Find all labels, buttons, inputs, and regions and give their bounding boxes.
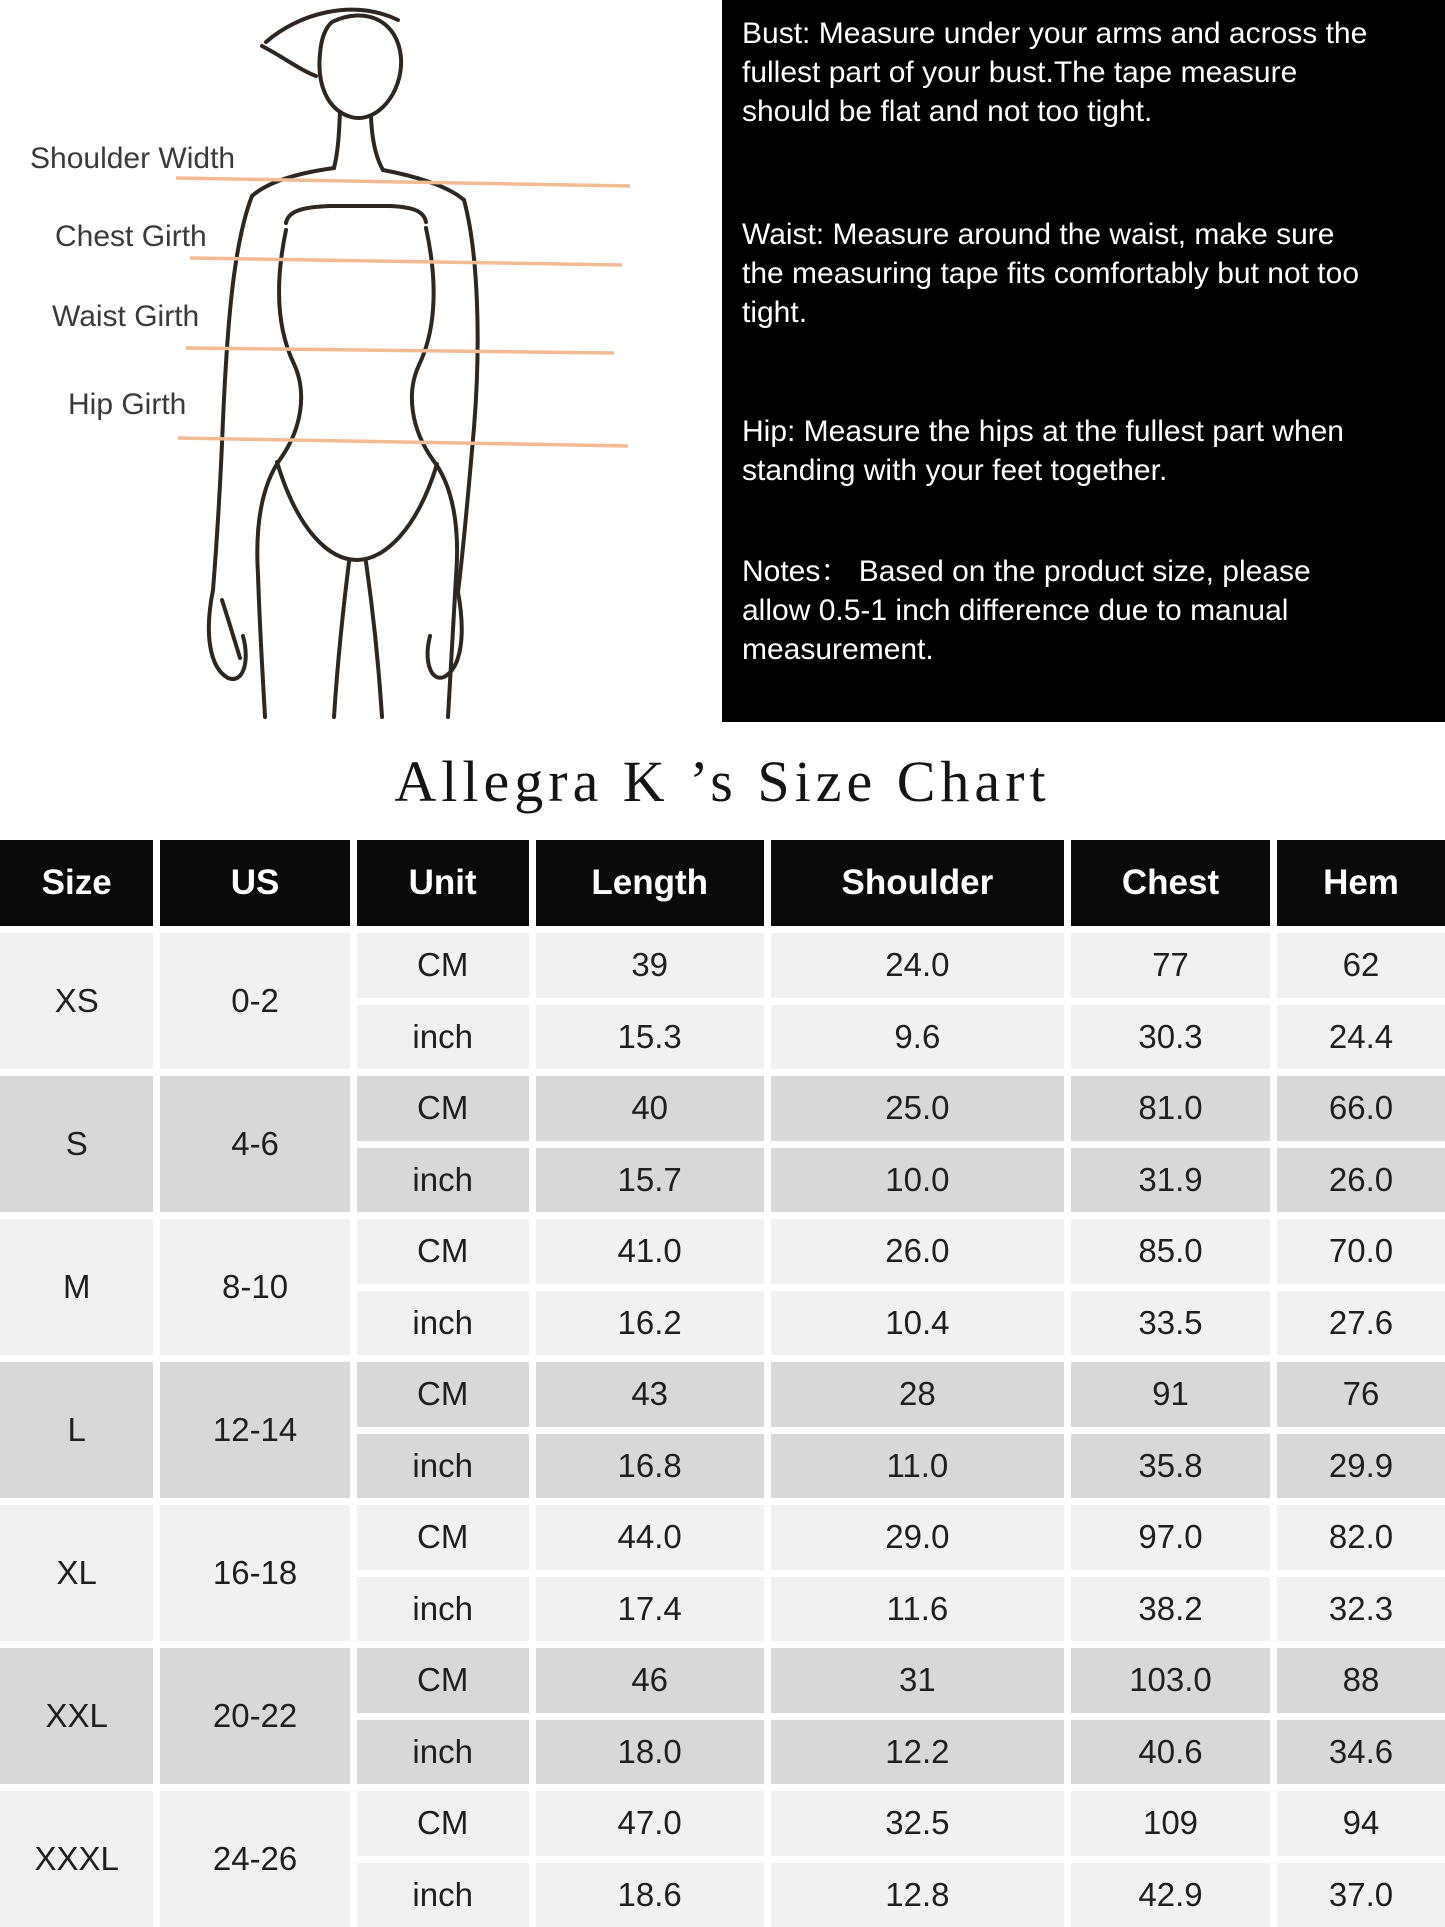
measurement-cell: 47.0: [536, 1791, 764, 1856]
hip-instruction: Hip: Measure the hips at the fullest part when standing with your feet together.: [742, 415, 1344, 487]
size-cell: L: [0, 1362, 153, 1498]
unit-cell: inch: [357, 1863, 529, 1927]
header-cell-chest: Chest: [1071, 840, 1270, 926]
unit-cell: CM: [357, 1362, 529, 1427]
measurement-cell: 12.8: [771, 1863, 1064, 1927]
measurement-cell: 44.0: [536, 1505, 764, 1570]
measurement-diagram: [0, 0, 722, 722]
header-cell-size: Size: [0, 840, 153, 926]
notes-instruction: Notes： Based on the product size, please allow 0.5-1 inch difference due to manual measurement.: [742, 555, 1311, 666]
size-table: [0, 840, 1445, 1927]
measurement-cell: 33.5: [1071, 1291, 1270, 1356]
chest-girth-line: [190, 258, 622, 265]
us-cell: 8-10: [160, 1219, 349, 1355]
measurement-cell: 25.0: [771, 1076, 1064, 1141]
measurement-cell: 28: [771, 1362, 1064, 1427]
measurement-cell: 29.9: [1277, 1434, 1445, 1499]
measurement-cell: 40.6: [1071, 1720, 1270, 1785]
waist-girth-label: Waist Girth: [52, 300, 200, 333]
size-cell: XXXL: [0, 1791, 153, 1927]
measurement-cell: 16.2: [536, 1291, 764, 1356]
measurement-cell: 17.4: [536, 1577, 764, 1642]
measurement-cell: 18.6: [536, 1863, 764, 1927]
measurement-cell: 70.0: [1277, 1219, 1445, 1284]
measurement-cell: 9.6: [771, 1005, 1064, 1070]
us-cell: 0-2: [160, 933, 349, 1069]
unit-cell: inch: [357, 1005, 529, 1070]
measurement-cell: 77: [1071, 933, 1270, 998]
header-cell-shoulder: Shoulder: [771, 840, 1064, 926]
measurement-cell: 42.9: [1071, 1863, 1270, 1927]
us-cell: 4-6: [160, 1076, 349, 1212]
us-cell: 16-18: [160, 1505, 349, 1641]
us-cell: 12-14: [160, 1362, 349, 1498]
measurement-cell: 39: [536, 933, 764, 998]
waist-girth-line: [186, 348, 614, 353]
us-cell: 20-22: [160, 1648, 349, 1784]
unit-cell: CM: [357, 1076, 529, 1141]
measurement-cell: 82.0: [1277, 1505, 1445, 1570]
unit-cell: CM: [357, 933, 529, 998]
size-cell: M: [0, 1219, 153, 1355]
measurement-cell: 35.8: [1071, 1434, 1270, 1499]
size-cell: S: [0, 1076, 153, 1212]
measurement-cell: 15.7: [536, 1148, 764, 1213]
measurement-cell: 32.5: [771, 1791, 1064, 1856]
header-cell-unit: Unit: [357, 840, 529, 926]
unit-cell: CM: [357, 1219, 529, 1284]
unit-cell: inch: [357, 1291, 529, 1356]
bust-instruction: Bust: Measure under your arms and across the fullest part of your bust.The tape measure should be flat and not too tight.: [742, 17, 1368, 128]
measurement-cell: 31: [771, 1648, 1064, 1713]
unit-cell: inch: [357, 1720, 529, 1785]
measurement-cell: 46: [536, 1648, 764, 1713]
measurement-cell: 32.3: [1277, 1577, 1445, 1642]
header-cell-hem: Hem: [1277, 840, 1445, 926]
waist-instruction: Waist: Measure around the waist, make sure the measuring tape fits comfortably but not too tight.: [742, 218, 1360, 329]
measurement-cell: 97.0: [1071, 1505, 1270, 1570]
measurement-cell: 40: [536, 1076, 764, 1141]
size-cell: XL: [0, 1505, 153, 1641]
unit-cell: inch: [357, 1148, 529, 1213]
measurement-cell: 11.0: [771, 1434, 1064, 1499]
measurement-cell: 62: [1277, 933, 1445, 998]
body-figure-illustration: [0, 0, 722, 722]
header-cell-us: US: [160, 840, 349, 926]
measurement-cell: 27.6: [1277, 1291, 1445, 1356]
measurement-cell: 34.6: [1277, 1720, 1445, 1785]
measurement-cell: 91: [1071, 1362, 1270, 1427]
measurement-cell: 24.4: [1277, 1005, 1445, 1070]
measurement-cell: 10.0: [771, 1148, 1064, 1213]
measurement-cell: 12.2: [771, 1720, 1064, 1785]
shoulder-width-label: Shoulder Width: [30, 142, 236, 175]
measurement-cell: 24.0: [771, 933, 1064, 998]
measuring-instructions: [722, 0, 1445, 722]
measurement-cell: 109: [1071, 1791, 1270, 1856]
measurement-cell: 85.0: [1071, 1219, 1270, 1284]
measurement-cell: 41.0: [536, 1219, 764, 1284]
unit-cell: CM: [357, 1791, 529, 1856]
measurement-cell: 94: [1277, 1791, 1445, 1856]
measurement-cell: 103.0: [1071, 1648, 1270, 1713]
unit-cell: inch: [357, 1434, 529, 1499]
unit-cell: inch: [357, 1577, 529, 1642]
shoulder-width-line: [176, 178, 630, 186]
hip-girth-line: [178, 438, 628, 446]
unit-cell: CM: [357, 1648, 529, 1713]
measurement-cell: 29.0: [771, 1505, 1064, 1570]
body-outline: [209, 10, 478, 717]
measurement-cell: 66.0: [1277, 1076, 1445, 1141]
measurement-cell: 31.9: [1071, 1148, 1270, 1213]
measurement-cell: 16.8: [536, 1434, 764, 1499]
measurement-cell: 81.0: [1071, 1076, 1270, 1141]
measurement-cell: 15.3: [536, 1005, 764, 1070]
measurement-cell: 88: [1277, 1648, 1445, 1713]
size-cell: XXL: [0, 1648, 153, 1784]
measurement-cell: 30.3: [1071, 1005, 1270, 1070]
page-title: Allegra K ’s Size Chart: [394, 748, 1051, 814]
measurement-cell: 18.0: [536, 1720, 764, 1785]
measurement-cell: 26.0: [771, 1219, 1064, 1284]
chest-girth-label: Chest Girth: [55, 220, 207, 253]
size-cell: XS: [0, 933, 153, 1069]
measurement-cell: 38.2: [1071, 1577, 1270, 1642]
unit-cell: CM: [357, 1505, 529, 1570]
measurement-cell: 43: [536, 1362, 764, 1427]
header-cell-length: Length: [536, 840, 764, 926]
us-cell: 24-26: [160, 1791, 349, 1927]
measurement-cell: 26.0: [1277, 1148, 1445, 1213]
measurement-cell: 11.6: [771, 1577, 1064, 1642]
measurement-cell: 10.4: [771, 1291, 1064, 1356]
measurement-cell: 37.0: [1277, 1863, 1445, 1927]
hip-girth-label: Hip Girth: [68, 388, 187, 421]
measurement-cell: 76: [1277, 1362, 1445, 1427]
